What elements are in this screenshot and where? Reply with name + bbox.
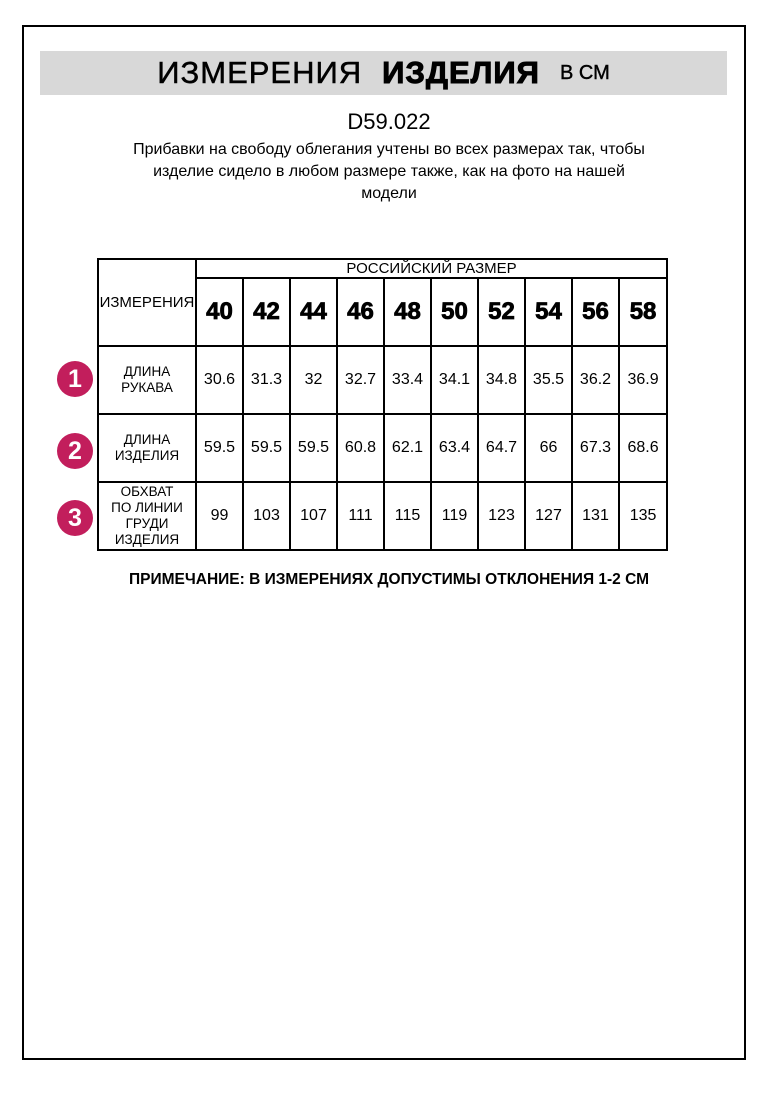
table-cell: 67.3 — [572, 414, 619, 482]
table-cell: 107 — [290, 482, 337, 550]
table-cell: 99 — [196, 482, 243, 550]
table-row-sleeve-length — [98, 346, 667, 414]
row-marker-1-badge: 1 — [57, 361, 93, 397]
fit-description-line: Прибавки на свободу облегания учтены во всех размерах так, чтобы — [133, 141, 645, 158]
table-row-garment-length — [98, 414, 667, 482]
table-cell: 34.8 — [478, 346, 525, 414]
table-cell: 68.6 — [619, 414, 667, 482]
size-col-header: 54 — [525, 278, 572, 346]
table-cell: 62.1 — [384, 414, 431, 482]
table-cell: 63.4 — [431, 414, 478, 482]
table-cell: 34.1 — [431, 346, 478, 414]
group-header-cell: РОССИЙСКИЙ РАЗМЕР — [196, 259, 667, 278]
tolerance-note: ПРИМЕЧАНИЕ: В ИЗМЕРЕНИЯХ ДОПУСТИМЫ ОТКЛОНЕНИЯ 1-2 СМ — [128, 571, 650, 588]
table-cell: 59.5 — [243, 414, 290, 482]
size-col-header: 46 — [337, 278, 384, 346]
table-cell: 115 — [384, 482, 431, 550]
size-col-header: 40 — [196, 278, 243, 346]
table-cell: 32.7 — [337, 346, 384, 414]
table-cell: 119 — [431, 482, 478, 550]
page-title-secondary: ИЗДЕЛИЯ — [382, 55, 540, 90]
table-cell: 64.7 — [478, 414, 525, 482]
corner-header-cell: ИЗМЕРЕНИЯ — [98, 259, 196, 346]
table-cell: 60.8 — [337, 414, 384, 482]
row-marker-2-badge: 2 — [57, 433, 93, 469]
table-cell: 35.5 — [525, 346, 572, 414]
fit-description-line: модели — [361, 185, 417, 202]
size-table — [97, 258, 668, 551]
table-row-chest-girth — [98, 482, 667, 550]
title-banner — [40, 51, 727, 95]
size-col-header: 52 — [478, 278, 525, 346]
row-marker-3-badge: 3 — [57, 500, 93, 536]
table-cell: 131 — [572, 482, 619, 550]
size-col-header: 56 — [572, 278, 619, 346]
table-cell: 103 — [243, 482, 290, 550]
row-label: ДЛИНА ИЗДЕЛИЯ — [98, 414, 196, 482]
size-col-header: 58 — [619, 278, 667, 346]
size-col-header: 44 — [290, 278, 337, 346]
table-cell: 36.9 — [619, 346, 667, 414]
table-group-header-row — [98, 259, 667, 278]
table-cell: 135 — [619, 482, 667, 550]
table-cell: 66 — [525, 414, 572, 482]
table-cell: 33.4 — [384, 346, 431, 414]
model-code: D59.022 — [347, 109, 431, 134]
page-title-main: ИЗМЕРЕНИЯ — [157, 55, 363, 90]
size-col-header: 48 — [384, 278, 431, 346]
size-col-header: 50 — [431, 278, 478, 346]
size-col-header: 42 — [243, 278, 290, 346]
table-cell: 127 — [525, 482, 572, 550]
row-label: ОБХВАТ ПО ЛИНИИ ГРУДИ ИЗДЕЛИЯ — [98, 482, 196, 550]
table-cell: 111 — [337, 482, 384, 550]
table-cell: 31.3 — [243, 346, 290, 414]
fit-description — [0, 139, 778, 205]
table-cell: 59.5 — [196, 414, 243, 482]
table-cell: 32 — [290, 346, 337, 414]
fit-description-line: изделие сидело в любом размере также, как на фото на нашей — [153, 163, 625, 180]
table-cell: 30.6 — [196, 346, 243, 414]
table-cell: 123 — [478, 482, 525, 550]
page-title-unit: В СМ — [559, 61, 610, 84]
table-cell: 36.2 — [572, 346, 619, 414]
row-label: ДЛИНА РУКАВА — [98, 346, 196, 414]
table-cell: 59.5 — [290, 414, 337, 482]
